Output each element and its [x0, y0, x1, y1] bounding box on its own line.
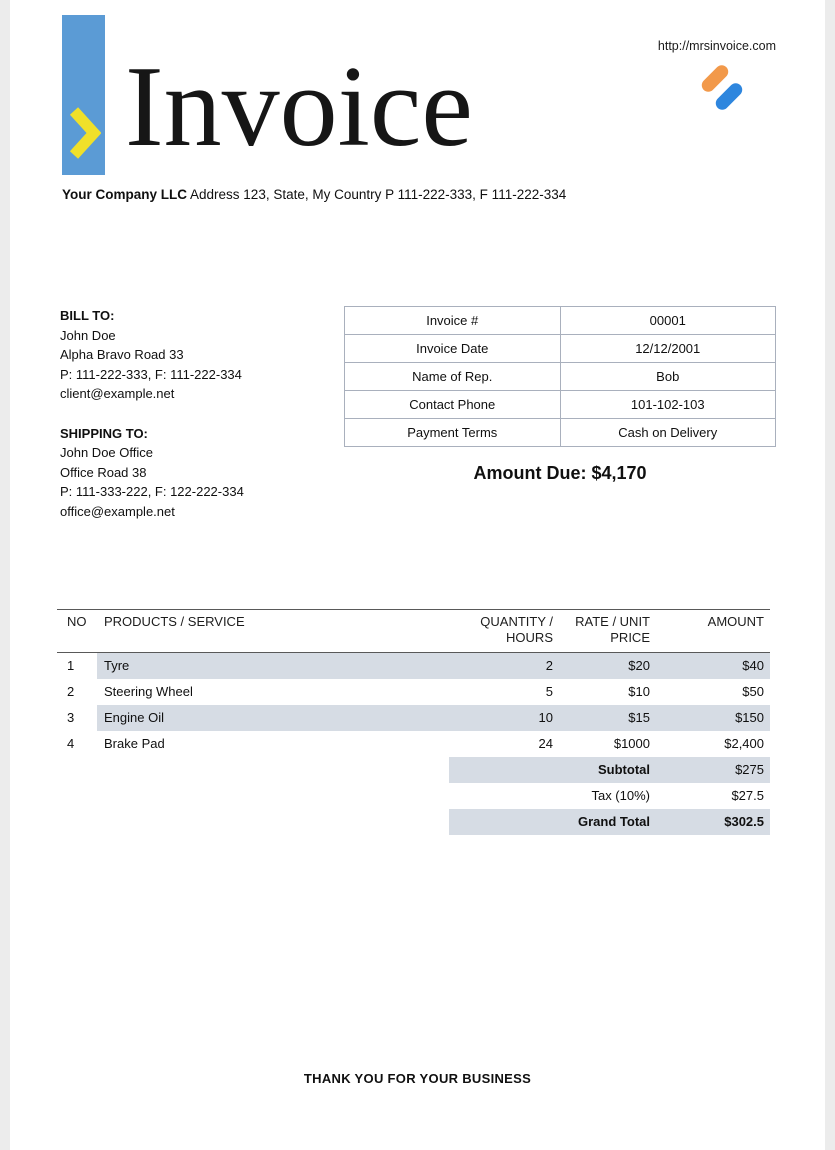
cell-quantity: 24 — [538, 736, 553, 751]
cell-no: 4 — [67, 736, 75, 751]
bill-to-label: BILL TO: — [60, 308, 115, 323]
header-cell-rate: RATE / UNIT PRICE — [575, 614, 650, 646]
cell-product: Engine Oil — [97, 705, 449, 731]
tax-row — [449, 783, 770, 809]
tax-value: $27.5 — [731, 788, 764, 803]
shipping-to-label: SHIPPING TO: — [60, 425, 148, 441]
thank-you-note: THANK YOU FOR YOUR BUSINESS — [303, 1070, 532, 1086]
cell-rate: $20 — [559, 653, 656, 679]
subtotal-value: $275 — [735, 762, 764, 777]
info-label: Invoice Date — [345, 335, 561, 363]
cell-no: 1 — [67, 658, 75, 673]
info-row — [345, 391, 776, 419]
mid-section — [10, 306, 825, 521]
subtotal-row — [449, 757, 770, 783]
cell-no: 3 — [67, 710, 75, 725]
chevron-right-icon — [67, 104, 101, 167]
cell-quantity: 5 — [545, 684, 553, 699]
cell-product: Steering Wheel — [104, 684, 193, 699]
cell-amount: $40 — [656, 653, 770, 679]
cell-amount: $50 — [742, 684, 764, 699]
invoice-info-table — [344, 306, 776, 447]
cell-product: Tyre — [97, 653, 449, 679]
table-row — [57, 653, 770, 679]
website-url: http://mrsinvoice.com — [657, 39, 776, 53]
cell-amount: $150 — [656, 705, 770, 731]
info-row — [345, 335, 776, 363]
info-row — [345, 419, 776, 447]
shipping-to-section — [60, 424, 344, 522]
brand-logo-icon — [693, 63, 749, 120]
header-cell-quantity: QUANTITY / HOURS — [480, 614, 553, 646]
cell-no: 2 — [67, 684, 75, 699]
invoice-page — [10, 0, 825, 1150]
address-line: Office Road 38 — [60, 464, 147, 480]
invoice-info-column — [344, 306, 776, 521]
cell-rate: $10 — [628, 684, 650, 699]
amount-due: Amount Due: $4,170 — [473, 463, 647, 483]
header-cell-amount: AMOUNT — [707, 614, 764, 629]
address-line: office@example.net — [60, 503, 175, 519]
info-row — [345, 307, 776, 335]
header — [10, 15, 825, 202]
info-row — [345, 363, 776, 391]
header-cell-product: PRODUCTS / SERVICE — [104, 614, 245, 629]
info-label: Payment Terms — [345, 419, 561, 447]
info-value: 00001 — [560, 307, 776, 335]
table-row — [57, 705, 770, 731]
address-line: John Doe Office — [60, 445, 153, 460]
address-line: P: 111-333-222, F: 122-222-334 — [60, 484, 244, 499]
cell-quantity: 10 — [449, 705, 559, 731]
info-value: Bob — [560, 363, 776, 391]
info-label: Contact Phone — [345, 391, 561, 419]
cell-amount: $2,400 — [724, 736, 764, 751]
cell-rate: $15 — [559, 705, 656, 731]
grand-total-label: Grand Total — [578, 814, 650, 829]
header-cell-no: NO — [67, 614, 87, 629]
info-value: 101-102-103 — [560, 391, 776, 419]
items-table-header — [57, 609, 770, 653]
info-value: 12/12/2001 — [560, 335, 776, 363]
table-row — [57, 679, 770, 705]
grand-total-row — [449, 809, 770, 835]
totals-summary — [449, 757, 770, 835]
company-address: Address 123, State, My Country P 111-222-333, F 111-222-334 — [187, 187, 567, 202]
address-line: John Doe — [60, 327, 116, 343]
address-line: P: 111-222-333, F: 111-222-334 — [60, 366, 242, 382]
info-value: Cash on Delivery — [560, 419, 776, 447]
bill-to-section — [60, 306, 344, 404]
cell-product: Brake Pad — [104, 736, 165, 751]
cell-rate: $1000 — [613, 736, 650, 751]
grand-total-value: $302.5 — [724, 814, 764, 829]
company-name: Your Company LLC — [62, 187, 188, 202]
brand-bar — [62, 15, 105, 175]
address-line: client@example.net — [60, 386, 175, 401]
cell-quantity: 2 — [449, 653, 559, 679]
document-title: Invoice — [125, 43, 473, 171]
tax-label: Tax (10%) — [591, 788, 650, 803]
address-line: Alpha Bravo Road 33 — [60, 347, 184, 362]
info-label: Name of Rep. — [345, 363, 561, 391]
info-label: Invoice # — [345, 307, 561, 335]
items-table — [57, 609, 770, 835]
subtotal-label: Subtotal — [598, 762, 650, 777]
addresses-column — [60, 306, 344, 521]
table-row — [57, 731, 770, 757]
company-line — [62, 187, 776, 202]
